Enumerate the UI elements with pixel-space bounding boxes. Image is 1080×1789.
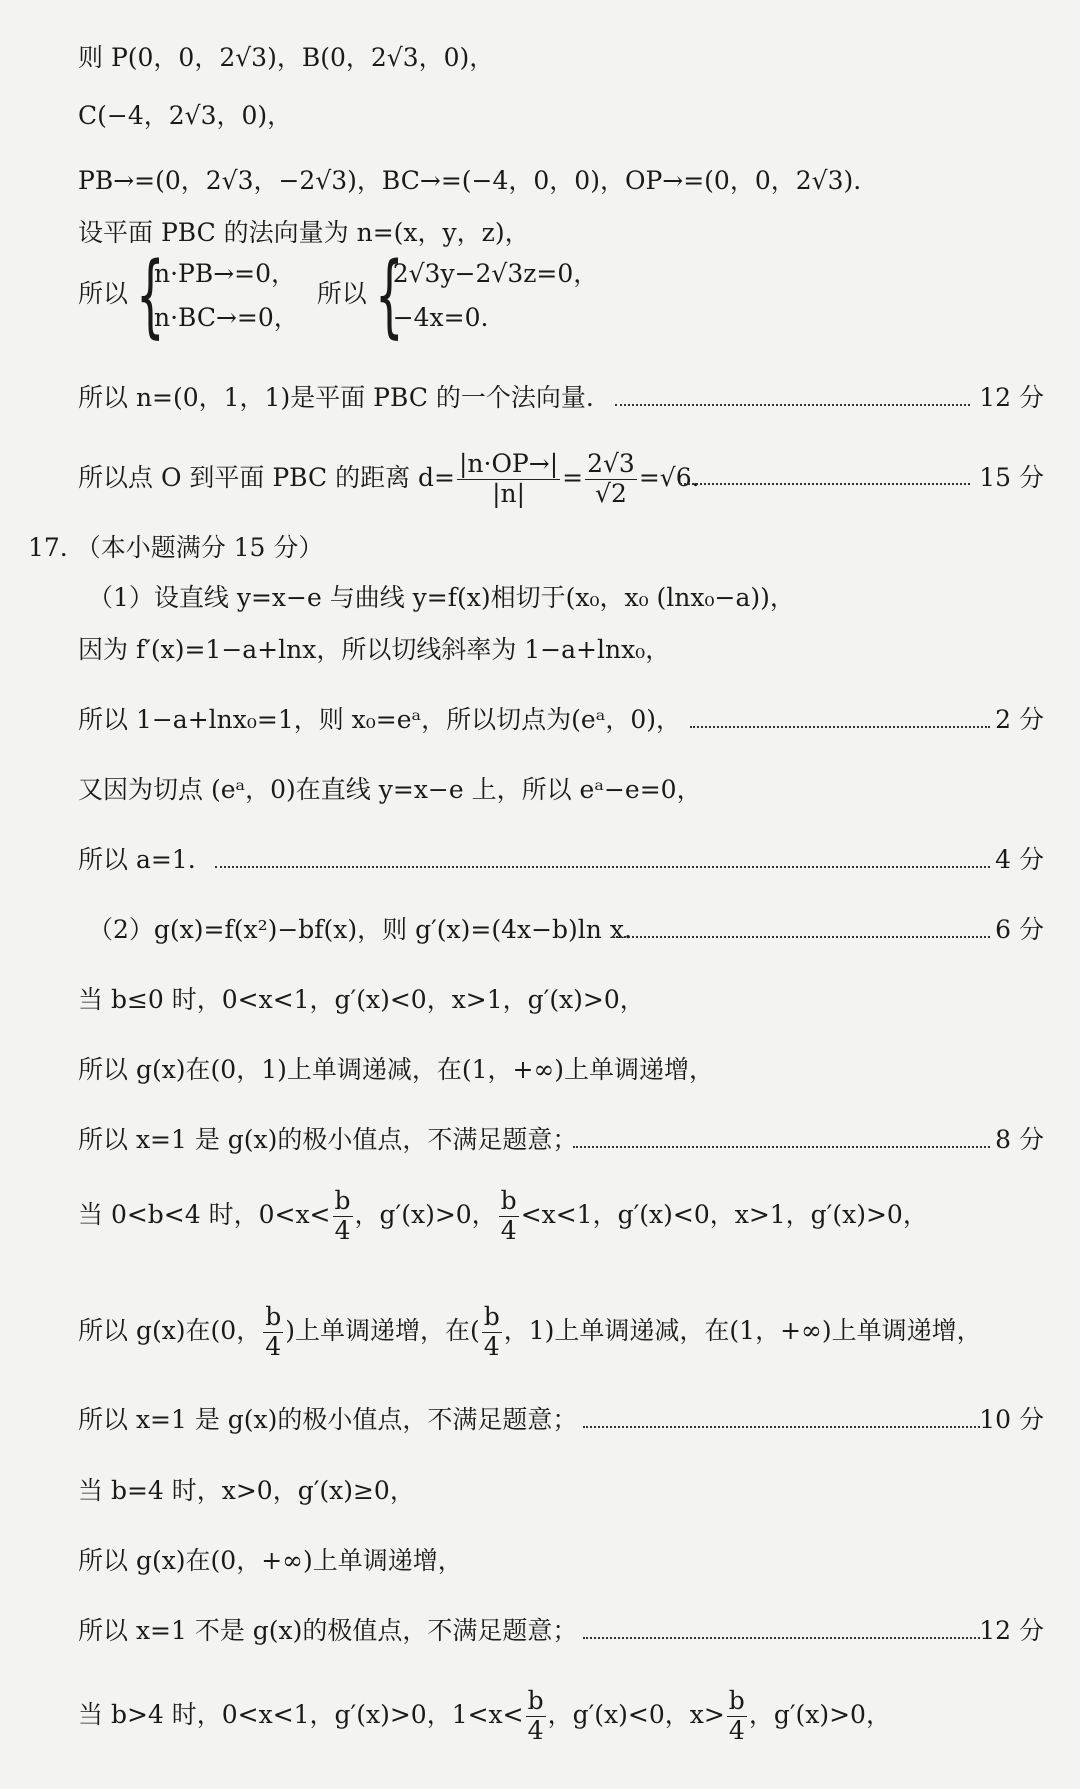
fraction: $\frac{b}{4}$ <box>334 1186 351 1245</box>
line-case-0-b-4: 当 0<b<4 时，0<x< $\frac{b}{4}$ ，g′(x)>0， $\frac{b}{4}$ <x<1，g′(x)<0，x>1，g′(x)>0， <box>78 1186 928 1245</box>
score-6: 6 分 <box>995 915 1044 944</box>
line-vectors: PB→=(0，2√3，−2√3)，BC→=(−4，0，0)，OP→=(0，0，2√3). <box>78 166 862 195</box>
fraction: $\frac{b}{4}$ <box>500 1186 517 1245</box>
score-10: 10 分 <box>979 1405 1044 1434</box>
equation-system-1: { n·PB→=0， n·BC→=0， <box>135 242 299 348</box>
line-monotonic-1: 所以 g(x)在(0，1)上单调递减，在(1，+∞)上单调递增， <box>78 1055 715 1084</box>
line-monotonic-2: 所以 g(x)在(0， $\frac{b}{4}$ )上单调递增，在( $\frac{b}{4}$ ，1)上单调递减，在(1，+∞)上单调递增， <box>78 1302 982 1361</box>
leader-dots <box>583 1637 980 1639</box>
score-15: 15 分 <box>979 463 1044 492</box>
line-distance: 所以点 O 到平面 PBC 的距离 d= $\frac{|n\cdot OP\to|}{|n|}$ = $\frac{2√3}{√2}$ =√6. <box>78 449 700 508</box>
line-coord-c: C(−4，2√3，0)， <box>78 101 293 130</box>
line-part2-g: （2）g(x)=f(x²)−bf(x)，则 g′(x)=(4x−b)ln x. <box>88 915 632 944</box>
line-derivative: 因为 f′(x)=1−a+lnx，所以切线斜率为 1−a+lnx₀， <box>78 635 671 664</box>
line-not-extreme: 所以 x=1 不是 g(x)的极值点，不满足题意； <box>78 1616 578 1645</box>
line-coords-pb: 则 P(0，0，2√3)，B(0，2√3，0)， <box>78 43 495 72</box>
score-2: 2 分 <box>995 705 1044 734</box>
leader-dots <box>215 866 990 868</box>
line-case-b-le-0: 当 b≤0 时，0<x<1，g′(x)<0，x>1，g′(x)>0， <box>78 985 645 1014</box>
leader-dots <box>680 483 970 485</box>
fraction: $\frac{b}{4}$ <box>265 1302 282 1361</box>
line-case-b-4: 当 b=4 时，x>0，g′(x)≥0， <box>78 1476 415 1505</box>
fraction: $\frac{2√3}{√2}$ <box>587 449 635 508</box>
leader-dots <box>583 1426 980 1428</box>
line-a-equals-1: 所以 a=1. <box>78 845 196 874</box>
line-part1-intro: （1）设直线 y=x−e 与曲线 y=f(x)相切于(x₀，x₀ (lnx₀−a))， <box>88 583 795 612</box>
fraction: $\frac{|n\cdot OP\to|}{|n|}$ <box>458 449 559 508</box>
line-min-point-2: 所以 x=1 是 g(x)的极小值点，不满足题意； <box>78 1405 578 1434</box>
score-12b: 12 分 <box>979 1616 1044 1645</box>
section-heading-17: 17. （本小题满分 15 分） <box>28 533 324 562</box>
score-4: 4 分 <box>995 845 1044 874</box>
leader-dots <box>615 404 970 406</box>
fraction: $\frac{b}{4}$ <box>483 1302 500 1361</box>
line-tangent-on-line: 又因为切点 (eᵃ，0)在直线 y=x−e 上，所以 eᵃ−e=0， <box>78 775 702 804</box>
line-min-point-1: 所以 x=1 是 g(x)的极小值点，不满足题意； <box>78 1125 578 1154</box>
line-tangent-point: 所以 1−a+lnx₀=1，则 x₀=eᵃ，所以切点为(eᵃ，0)， <box>78 705 682 734</box>
line-monotonic-3: 所以 g(x)在(0，+∞)上单调递增， <box>78 1546 463 1575</box>
leader-dots <box>573 1146 990 1148</box>
leader-dots <box>690 726 990 728</box>
fraction: $\frac{b}{4}$ <box>728 1686 745 1745</box>
leader-dots <box>612 936 990 938</box>
line-normal-result: 所以 n=(0，1，1)是平面 PBC 的一个法向量. <box>78 383 594 412</box>
equation-system-2: { 2√3y−2√3z=0， −4x=0. <box>374 242 599 348</box>
line-normal-vector: 设平面 PBC 的法向量为 n=(x，y，z)， <box>78 218 530 247</box>
line-systems: 所以 { n·PB→=0， n·BC→=0， 所以 { 2√3y−2√3z=0， −4x=0. <box>78 242 599 348</box>
line-case-b-gt-4: 当 b>4 时，0<x<1，g′(x)>0，1<x< $\frac{b}{4}$ ，g′(x)<0，x> $\frac{b}{4}$ ，g′(x)>0， <box>78 1686 891 1745</box>
fraction: $\frac{b}{4}$ <box>527 1686 544 1745</box>
score-8: 8 分 <box>995 1125 1044 1154</box>
score-12: 12 分 <box>979 383 1044 412</box>
